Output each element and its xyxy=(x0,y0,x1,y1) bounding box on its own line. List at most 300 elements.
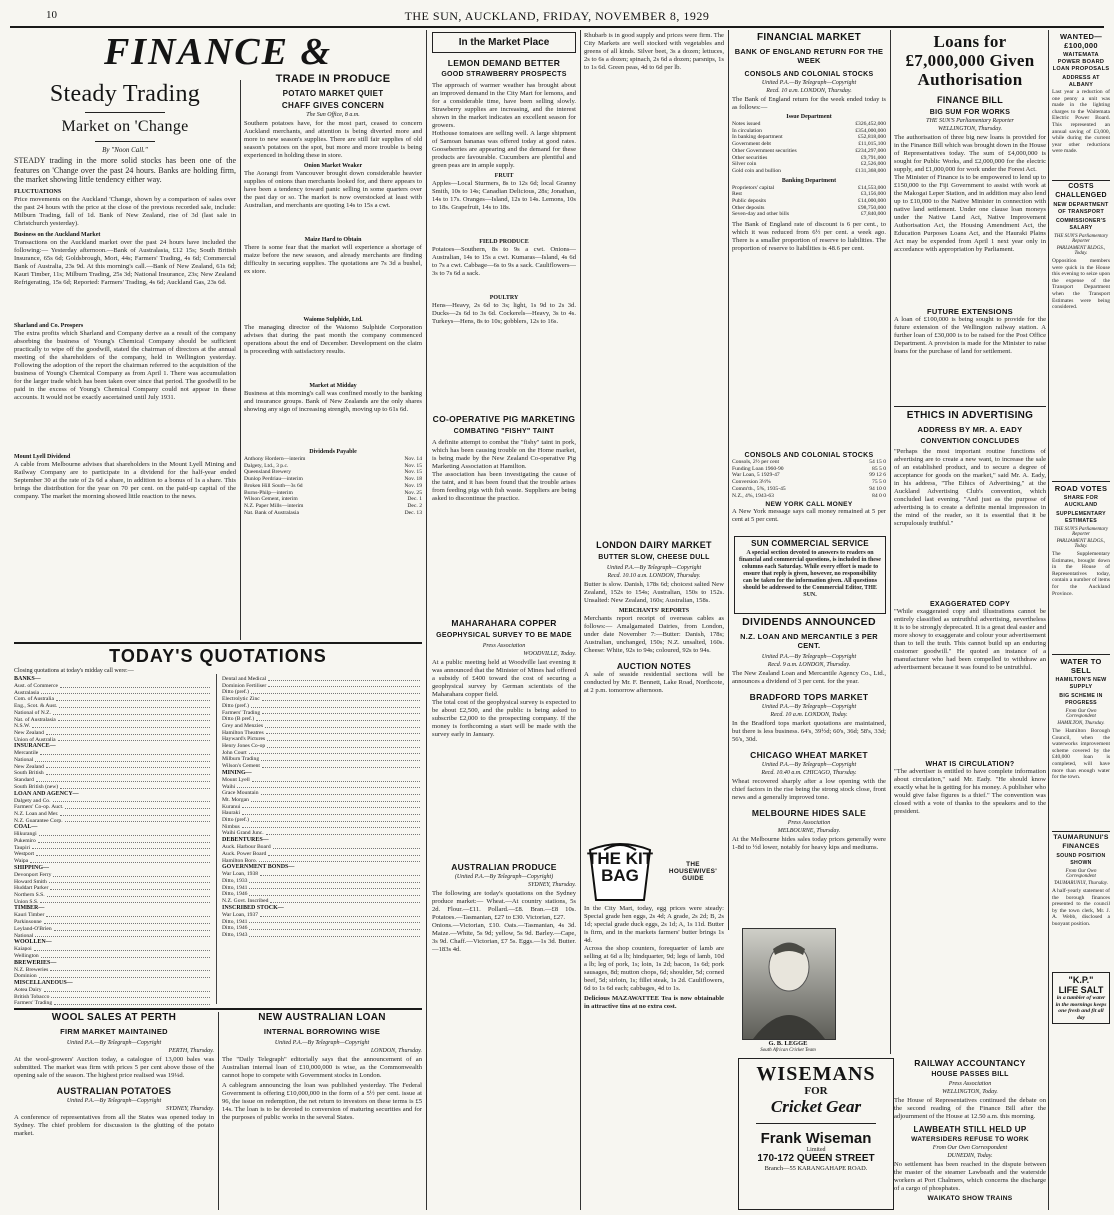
quotation-row xyxy=(14,953,212,960)
column-rule xyxy=(1048,30,1049,1210)
credit: Press Association xyxy=(948,1081,992,1087)
credit: From Our Own Correspondent xyxy=(932,1145,1008,1151)
article-headline: ROAD VOTES xyxy=(1054,484,1108,493)
quotation-section: BANKS— xyxy=(14,676,41,682)
quotation-row xyxy=(222,891,422,898)
quotation-name: Wellington xyxy=(14,952,39,959)
article-subhead: N.Z. LOAN AND MERCANTILE 3 PER CENT. xyxy=(740,632,878,650)
quotation-name: Dominion xyxy=(14,973,37,980)
return-label: Gold coin and bullion xyxy=(732,167,781,174)
return-label: In banking department xyxy=(732,134,783,141)
article-subhead: SUPPLEMENTARY ESTIMATES xyxy=(1056,511,1106,524)
ad-kp: "K.P." xyxy=(1068,975,1094,985)
quotation-row xyxy=(14,764,212,771)
credit: THE SUN'S Parliamentary Reporter xyxy=(1053,234,1109,244)
return-label: Seven-day and other bills xyxy=(732,211,790,218)
ad-cricket-gear: Cricket Gear xyxy=(770,1097,862,1116)
leader-dots xyxy=(249,925,420,930)
quotation-row xyxy=(222,777,422,784)
leader-dots xyxy=(53,710,210,715)
leader-dots xyxy=(54,1000,210,1005)
article-headline: AUCTION NOTES xyxy=(616,661,692,671)
quotation-name: Hayward's Pictures xyxy=(222,736,266,743)
leader-dots xyxy=(260,912,420,917)
article-subhead: ADDRESS AT ALBANY xyxy=(1062,75,1100,88)
dateline: Recd. 10.40 a.m. CHICAGO, Thursday. xyxy=(761,770,857,776)
return-label: Silver coin xyxy=(732,161,757,168)
maharahara-article: MAHARAHARA COPPER GEOPHYSICAL SURVEY TO BE MADE Press Association WOODVILLE, Today. At a public meeting held at Woodville last evening it was announced that the Minister of Mines had offered a subsidy of £400 toward the cost of securing a geophysical survey by German scientists of the Maharahara copper field. The total cost of the geophysical survey is expected to be about £2,500, and the public is being asked to subscribe £2,000 to the prospecting company. If the money is forthcoming a start will be made with the survey early in January. xyxy=(432,618,576,738)
quotation-row xyxy=(14,784,212,791)
quotation-row xyxy=(14,717,212,724)
leader-dots xyxy=(262,696,420,701)
quotations-table xyxy=(14,646,422,1006)
quotation-name: Farmers' Trading xyxy=(222,709,261,716)
quotations-left xyxy=(14,676,212,1006)
quotation-name: New Zealand xyxy=(14,729,44,736)
quotation-section: DEBENTURES— xyxy=(222,837,269,844)
quotation-name: Kuranui xyxy=(222,803,241,810)
section-heading: Market at Midday xyxy=(309,383,357,389)
quotation-row xyxy=(222,858,422,865)
quotation-row xyxy=(14,967,212,974)
return-label: Other deposits xyxy=(732,204,765,211)
dateline: SYDNEY, Thursday. xyxy=(166,1106,214,1112)
sun-service-body: A special section devoted to answers to readers on financial and commercial questions, is included in these columns each Saturday. While every effort is made to ensure that reply is given, however, no responsibility can be taken for the information given. All questions should be addressed to the Commercial Editor, THE SUN. xyxy=(739,550,881,598)
kit-bag-logo xyxy=(584,840,656,902)
return-value: £354,000,000 xyxy=(855,127,886,134)
return-row xyxy=(732,205,886,212)
leader-dots xyxy=(266,830,420,835)
return-row xyxy=(732,185,886,192)
leader-dots xyxy=(60,683,210,688)
return-label: Other securities xyxy=(732,154,768,161)
article-headline: LONDON DAIRY MARKET xyxy=(596,540,712,550)
quotation-name: Waipa xyxy=(14,858,29,865)
quotation-row xyxy=(14,777,212,784)
ad-kp-tagline: in a tumbler of water in the mornings keeps one fresh and fit all day xyxy=(1055,995,1107,1021)
column-rule xyxy=(728,30,729,930)
quotation-name: Milburn Trading xyxy=(222,756,260,763)
kit-bag-subtitle: THE HOUSEWIVES' GUIDE xyxy=(668,860,718,882)
quotation-section: COAL— xyxy=(14,824,38,831)
masthead xyxy=(10,8,1104,24)
article-subhead: CONVENTION CONCLUDES xyxy=(920,438,1020,445)
quotation-name: Eng., Scot. & Aust. xyxy=(14,703,58,710)
quotation-section: BREWERIES— xyxy=(14,959,57,966)
return-label: In circulation xyxy=(732,127,762,134)
quotation-row xyxy=(14,987,212,994)
credit: United P.A.—By Telegraph—Copyright xyxy=(761,704,857,710)
section-heading: MERCHANTS' REPORTS xyxy=(618,608,690,614)
leader-dots xyxy=(39,973,210,978)
leader-dots xyxy=(260,871,420,876)
quotation-row xyxy=(222,784,422,791)
leader-dots xyxy=(58,717,210,722)
wool-sales-article xyxy=(14,1012,214,1210)
article-subhead: POTATO MARKET QUIET xyxy=(282,89,384,98)
financial-market-article: FINANCIAL MARKET BANK OF ENGLAND RETURN FOR THE WEEK CONSOLS AND COLONIAL STOCKS United P.A.—By Telegraph—Copyright Recd. 10 a.m. LONDON, Thursday. The Bank of England return for the week ended today is as follows:— Issue Department Notes issued £326,452,000 In circulation £354,000,000 In banking department £52,818,000 Government debt £11,015,100 Other Government securities £234,297,000 Other securities £9,791,000 Silver coin £2,526,000 Gold coin and bullion £131,368,000 Banking Department Proprietors' capital £14,553,000 Rest £3,156,000 Public deposits £14,000,000 Other deposits £98,750,000 Seven-day and other bills £7,840,000 The Bank of England rate of discount is 6 per cent., to which it was reduced from 6½ per cent. a week ago. There is a smaller proportion of reserve to liabilities. The proportion of reserve to liabilities is 48.6 per cent. xyxy=(732,32,886,253)
leader-dots xyxy=(59,703,210,708)
section-heading: Business on the Auckland Market xyxy=(14,231,101,238)
issue-heading: Issue Department xyxy=(786,114,832,120)
dateline: WELLINGTON, Today. xyxy=(942,1089,998,1095)
quotation-row xyxy=(14,710,212,717)
leader-dots xyxy=(262,710,420,715)
leader-dots xyxy=(46,912,210,917)
return-row xyxy=(732,198,886,205)
quotation-row xyxy=(14,804,212,811)
quotation-name: Union of Australia xyxy=(14,736,56,743)
photo-caption-sub: South African Cricket Team xyxy=(760,1048,816,1053)
leader-dots xyxy=(58,737,210,742)
return-row xyxy=(732,168,886,175)
article-headline: AUSTRALIAN PRODUCE xyxy=(451,862,557,872)
return-row xyxy=(732,134,886,141)
leader-dots xyxy=(44,987,211,992)
credit: United P.A.—By Telegraph—Copyright xyxy=(66,1098,162,1104)
credit: United P.A.—By Telegraph—Copyright xyxy=(66,1040,162,1046)
quotation-section: INSCRIBED STOCK— xyxy=(222,904,284,911)
quotation-row xyxy=(14,872,212,879)
article-subhead: Market on 'Change xyxy=(61,118,189,135)
article-subhead: CHAFF GIVES CONCERN xyxy=(281,101,385,110)
quotation-row xyxy=(222,743,422,750)
section-heading: CONSOLS AND COLONIAL STOCKS xyxy=(744,71,874,78)
quotation-row xyxy=(14,838,212,845)
column-rule xyxy=(890,30,891,1054)
article-headline: RAILWAY ACCOUNTANCY xyxy=(914,1058,1026,1068)
section-heading: FIELD PRODUCE xyxy=(479,239,529,245)
quotation-name: Standard xyxy=(14,777,34,784)
quotation-name: Ditto (pref.) xyxy=(222,689,250,696)
loans-article: Loans for £7,000,000 Given Authorisation FINANCE BILL BIG SUM FOR WORKS THE SUN'S Parliamentary Reporter WELLINGTON, Thursday. The authorisation of three big new loans is provided for in the Finance Bill which was brought down in the House of Representatives today. The sum of £4,000,000 is sought for Public Works, and £2,000,000 for the electric supply, and £1,000,000 for work under the Forest Act. The Minister of Finance is to be empowered to lend up to £150,000 to the Fiji Government to assist with work at the Makogai Leper Station, and in addition may also lend up to £10,000 to the Native Minister in connection with native land settlement. Under one clause loan moneys under the Native Land Act, Native Improvement Authorisation Act, the Housing Amendment Act, the Education Purposes Loans Act, and the Hauraki Plains Act may be expended from April 1 next year only in accordance with appropriation by Parliament. FUTURE EXTENSIONS A loan of £100,000 is being sought to provide for the future extension of the Wellington railway station. A further loan of £30,000 is to be raised for the Post Office Department. A provision is made for the Minister to raise loans for the purchase of land for settlement. ETHICS IN ADVERTISING ADDRESS BY MR. A. EADY CONVENTION CONCLUDES "Perhaps the most important routine functions of advertising are to create a new want, to increase the sale of an established product, and to secure a degree of acceptance for goods on the market," said Mr. A. Eady, in his address, "The Ethics of Advertising," at the Auckland Advertising Club's convention, which concluded last evening. "And just as the purpose of advertising is to create a definite mental impression in the mind of the reader, so it is essential that it be scrupulously truthful." EXAGGERATED COPY "While exaggerated copy and illustrations cannot be entirely classified as untruthful advertising, nevertheless it is to be strongly deprecated. It is a great deal easier and more showy to exaggerate and colour your advertisement than to tell the truth. This cannot build up an enduring customer goodwill." He quoted an instance of a manufacturer who had been compelled to withdraw an advertisement because it was found to be untruthful. WHAT IS CIRCULATION? "The advertiser is entitled to have complete information about circulation," said Mr. Eady. "He should know exactly what he is getting for his money. A publisher who would give false figures is a thief." The convention was closed with a vote of thanks to the speakers and to the president. xyxy=(894,32,1046,1052)
quotation-row xyxy=(14,831,212,838)
quotation-row xyxy=(14,737,212,744)
quotation-row xyxy=(222,932,422,939)
paragraph: The approach of warmer weather has brought about an improved demand in the City Mart for lemons, and for a considerable time, have been selling slowly. Strawberry supplies are increasing, and the interest shown in the market indicates an excellent season for growers. xyxy=(432,82,576,129)
quotation-section: SHIPPING— xyxy=(14,864,50,871)
paragraph: At the wool-growers' Auction today, a catalogue of 13,000 bales was submitted. The market was firm with prices 5 per cent above those of the opening sale of the season. The highest price realised was 19¼d. xyxy=(14,1056,214,1079)
quotation-name: John Court xyxy=(222,749,247,756)
consols-article: CONSOLS AND COLONIAL STOCKS Consols, 2½ per cent 54 15 0 Funding Loan 1960-90 85 5 0 War Loan, 5 1929-47 99 12 6 Conversion 3½% 75 5 0 Comm'th., 5%, 1935-45 94 10 0 N.Z., 4%, 1943-63 84 0 0 NEW YORK CALL MONEY A New York message says call money remained at 5 per cent at 5 per cent. xyxy=(732,452,886,524)
return-value: £52,818,000 xyxy=(858,134,886,141)
return-row xyxy=(732,211,886,218)
section-heading: Dividends Payable xyxy=(309,449,357,455)
quotation-row xyxy=(14,946,212,953)
quotation-name: Devonport Ferry xyxy=(14,871,52,878)
quotation-name: N.Z. Govt. Inscribed xyxy=(222,898,269,905)
quotation-name: Grey and Menzies xyxy=(222,722,264,729)
paragraph: In the Bradford tops market quotations are maintained, but there is less business. 64's, 39½d; 60's, 36d; 58's, 33d; 56's, 30d. xyxy=(732,720,886,743)
quotation-row xyxy=(14,912,212,919)
leader-dots xyxy=(265,723,420,728)
quotation-name: N.S.W. xyxy=(14,723,31,730)
railway-article xyxy=(894,1058,1046,1208)
quotation-name: War Loan, 1937 xyxy=(222,911,259,918)
quotation-name: Ditto (pref.) xyxy=(222,702,250,709)
quotation-row xyxy=(14,899,212,906)
article-headline: AUSTRALIAN POTATOES xyxy=(56,1086,172,1096)
dateline: Recd. 10 a.m. LONDON, Thursday. xyxy=(766,88,852,94)
section-heading: WAIKATO SHOW TRAINS xyxy=(927,1195,1013,1202)
paragraph: The House of Representatives continued the debate on the second reading of the Finance Bill after the adjournment of the House at 12.50 a.m. this morning. xyxy=(894,1097,1046,1120)
quotation-row xyxy=(14,683,212,690)
quotation-name: Mt. Morgan xyxy=(222,796,249,803)
quotation-name: Australasia xyxy=(14,689,40,696)
masthead-title: THE SUN, AUCKLAND, FRIDAY, NOVEMBER 8, 1929 xyxy=(404,9,710,23)
dateline: MELBOURNE, Thursday. xyxy=(777,828,841,834)
portrait-photo xyxy=(742,928,836,1040)
return-value: £7,840,000 xyxy=(860,211,886,218)
london-dairy-article: LONDON DAIRY MARKET BUTTER SLOW, CHEESE DULL United P.A.—By Telegraph—Copyright Recd. 10.10 a.m. LONDON, Thursday. Butter is slow. Danish, 178s 6d; choicest salted New Zealand, 152s to 154s; Australian, 150s to 152s. Unsalted: New Zealand, 160s; Australian, 158s. MERCHANTS' REPORTS Merchants report receipt of overseas cables as follows:— Amalgamated Dairies, from London, under date November 7:—Butter: Danish, 178s; Australian, unchanged, 150s; N.Z. unsalted, 160s. Cheese: White, 92s to 94s; coloured, 92s to 94s. AUCTION NOTES A sale of seaside residential sections will be conducted by Mr. F. Bennett, Lake Road, Northcote, at 2 p.m. tomorrow afternoon. xyxy=(584,540,724,694)
quotation-row xyxy=(14,811,212,818)
leader-dots xyxy=(40,750,210,755)
quotation-name: British Tobacco xyxy=(14,993,50,1000)
leader-dots xyxy=(251,703,420,708)
paragraph: No settlement has been reached in the dispute between the master of the steamer Lawbeath and the waterside workers at Port Chalmers, which concerns the discharge of a cargo of phosphates. xyxy=(894,1161,1046,1192)
return-value: £98,750,000 xyxy=(858,204,886,211)
quotation-section: MINING— xyxy=(222,769,252,776)
byline: By "Noon Call." xyxy=(102,146,148,154)
quotation-row xyxy=(222,676,422,683)
quotation-name: Mount Lyell xyxy=(222,776,250,783)
quotation-name: Kaiapoi xyxy=(14,946,32,953)
return-label: Proprietors' capital xyxy=(732,184,775,191)
quotation-row xyxy=(14,730,212,737)
leader-dots xyxy=(38,838,210,843)
wisemans-ad xyxy=(738,1058,894,1210)
section-heading: FLUCTUATIONS xyxy=(14,188,62,195)
section-heading: POULTRY xyxy=(489,295,519,301)
article-subhead: BUTTER SLOW, CHEESE DULL xyxy=(598,554,710,561)
leader-dots xyxy=(50,885,210,890)
quotation-row xyxy=(222,878,422,885)
quotation-row xyxy=(14,892,212,899)
credit: Press Association xyxy=(787,820,831,826)
return-value: £131,368,000 xyxy=(855,167,886,174)
quotation-name: Ditto, 1946 xyxy=(222,925,248,932)
leader-dots xyxy=(36,851,210,856)
return-row xyxy=(732,148,886,155)
banner xyxy=(14,30,422,76)
article-headline: WANTED—£100,000 xyxy=(1059,32,1103,50)
photo-caption: G. B. LEGGE xyxy=(768,1040,808,1047)
ad-wisemans: WISEMANS xyxy=(756,1063,876,1085)
quotation-row xyxy=(14,933,212,940)
leader-dots xyxy=(249,878,420,883)
leader-dots xyxy=(39,831,210,836)
kit-bag-title: THE KIT BAG xyxy=(586,849,654,885)
quotation-row xyxy=(222,696,422,703)
leader-dots xyxy=(259,858,420,863)
quotation-name: Leyland-O'Brien xyxy=(14,925,52,932)
section-heading: Onion Market Weaker xyxy=(303,163,363,169)
paragraph: A conference of representatives from all the States was opened today in Sydney. The chief problem for discussion is the glutting of the potato market. xyxy=(14,1114,214,1137)
sun-service-title: SUN COMMERCIAL SERVICE xyxy=(751,539,869,548)
quotation-row xyxy=(14,919,212,926)
leader-dots xyxy=(65,818,210,823)
return-value: £9,791,000 xyxy=(860,154,886,161)
column-rule xyxy=(426,30,427,1210)
quotation-row xyxy=(222,797,422,804)
quotation-name: Ditto (B pref.) xyxy=(222,716,255,723)
credit: THE SUN'S Parliamentary Reporter xyxy=(1053,527,1109,537)
paragraph: A sale of seaside residential sections will be conducted by Mr. F. Bennett, Lake Road, Northcote, at 2 p.m. tomorrow afternoon. xyxy=(584,671,724,694)
quotation-row xyxy=(14,926,212,933)
article-headline: TRADE IN PRODUCE xyxy=(275,73,391,85)
return-row xyxy=(732,191,886,198)
paragraph: A definite attempt to combat the "fishy" taint in pork, which has been causing trouble on the Home market, is being made by the New Zealand Co-operative Pig Marketing Association at Hamilton. xyxy=(432,439,576,470)
quotations-title: TODAY'S QUOTATIONS xyxy=(109,646,327,666)
paragraph: Opposition members were quick in the House this evening to seize upon the expense of the Transport Department when the Transport Estimates were being considered. xyxy=(1052,258,1110,311)
return-value: £11,015,100 xyxy=(858,141,886,148)
quotation-row xyxy=(14,770,212,777)
paragraph: The Bank of England return for the week ended today is as follows:— xyxy=(732,96,886,111)
return-label: Other Government securities xyxy=(732,147,797,154)
article-subhead: FIRM MARKET MAINTAINED xyxy=(60,1027,168,1036)
leader-dots xyxy=(60,784,210,789)
quotation-name: Ditto, 1941 xyxy=(222,918,248,925)
article-subhead: WATERSIDERS REFUSE TO WORK xyxy=(911,1136,1029,1143)
credit: THE SUN'S Parliamentary Reporter xyxy=(926,118,1014,124)
quotation-name: Ditto, 1943 xyxy=(222,931,248,938)
quotation-section: TIMBER— xyxy=(14,905,45,912)
ad-limited: Limited xyxy=(806,1147,826,1153)
quotation-row xyxy=(14,879,212,886)
quotation-row xyxy=(14,750,212,757)
leader-dots xyxy=(41,953,210,958)
quotation-name: Taupiri xyxy=(14,844,31,851)
article-headline: COSTS CHALLENGED xyxy=(1055,183,1107,199)
leader-dots xyxy=(273,844,420,849)
credit: (United P.A.—By Telegraph—Copyright) xyxy=(454,874,554,880)
leader-dots xyxy=(40,899,210,904)
leader-dots xyxy=(251,797,420,802)
paragraph: A half-yearly statement of the borough finances presented to the council by the town clerk, Mr. J. A. Webb, disclosed a buoyant position. xyxy=(1052,888,1110,927)
paragraph: Wheat recovered sharply after a low opening with the chief factors in the rise being the strong stock close, front news and a generally improved tone. xyxy=(732,778,886,801)
dateline: PARLIAMENT BLDGS., Today. xyxy=(1056,246,1106,256)
australian-loan-article: NEW AUSTRALIAN LOAN INTERNAL BORROWING WISE United P.A.—By Telegraph—Copyright LONDON, Thursday. The "Daily Telegraph" editorially says that the announcement of an Australian internal loan of £10,000,000 is wise, as the Commonwealth cannot hope to compete with Government stocks in London. A cablegram announcing the loan was published yesterday. The Federal Government is offering £10,000,000 in the form of a 5½ per cent. issue at 96, the issue on redemption, the net return to investors on these terms is £5 14s. The loan is to be devoted to conversion of maturing securities and for the purposes of public works in the several States. xyxy=(222,1012,422,1121)
ad-for: FOR xyxy=(804,1085,828,1097)
credit: United P.A.—By Telegraph—Copyright xyxy=(761,654,857,660)
section-heading: NEW YORK CALL MONEY xyxy=(765,501,853,509)
paragraph: Price movements on the Auckland 'Change, shown by a comparison of sales over the past 24 hours with the price at the close of the previous recorded sale, include: Milburn Trading, fall of 1d. Bank of New Zealand, rise of 3d (last sale in Christchurch yesterday). xyxy=(14,195,236,227)
paragraph: A New York message says call money remained at 5 per cent at 5 per cent. xyxy=(732,508,886,524)
return-label: Public deposits xyxy=(732,198,767,205)
section-heading: Waiomo Sulphide, Ltd. xyxy=(303,317,363,323)
article-headline: MAHARAHARA COPPER xyxy=(451,618,557,628)
leader-dots xyxy=(49,879,210,884)
quotation-name: Aotea Dairy xyxy=(14,987,42,994)
quotation-name: Ditto (pref.) xyxy=(222,817,250,824)
leader-dots xyxy=(50,967,210,972)
paragraph: The "Daily Telegraph" editorially says that the announcement of an Australian internal loan of £10,000,000 is wise, as the Commonwealth cannot hope to compete with Government stocks in London. xyxy=(222,1056,422,1079)
quotation-row xyxy=(222,736,422,743)
quotations-caption: Closing quotations at today's midday call were:— xyxy=(14,668,134,674)
quotation-row xyxy=(222,790,422,797)
quotation-row xyxy=(14,858,212,865)
quotation-row xyxy=(222,723,422,730)
quotation-name: Dominion Fertiliser xyxy=(222,682,267,689)
divider xyxy=(756,1123,876,1124)
quotation-row xyxy=(14,723,212,730)
leader-dots xyxy=(251,817,420,822)
leader-dots xyxy=(256,716,420,721)
article-subhead: BANK OF ENGLAND RETURN FOR THE WEEK xyxy=(734,47,884,65)
leader-dots xyxy=(249,932,420,937)
leader-dots xyxy=(56,696,210,701)
article-subhead: FINANCE BILL xyxy=(936,95,1004,105)
paragraph: The Supplementary Estimates, brought down in the House of Representatives today, contain a number of items for the Auckland Province. xyxy=(1052,551,1110,597)
quotation-row xyxy=(222,810,422,817)
leader-dots xyxy=(30,858,210,863)
quotation-row xyxy=(222,844,422,851)
leader-dots xyxy=(249,891,420,896)
leader-dots xyxy=(242,804,420,809)
leader-dots xyxy=(46,770,210,775)
quotation-row xyxy=(14,994,212,1001)
return-row xyxy=(732,155,886,162)
article-headline: MELBOURNE HIDES SALE xyxy=(751,808,867,818)
section-heading: Maize Hard to Obtain xyxy=(304,237,362,243)
quotation-name: Pukemiro xyxy=(14,838,36,845)
leader-dots xyxy=(249,885,420,890)
quotation-name: Com. of Australia xyxy=(14,696,54,703)
quotation-name: Wilson's Cement xyxy=(222,763,260,770)
quotation-name: Kauri Timber xyxy=(14,912,45,919)
leader-dots xyxy=(32,845,210,850)
dividends-article xyxy=(732,616,886,926)
quotation-name: Auck. Power Board xyxy=(222,850,267,857)
section-heading: FUTURE EXTENSIONS xyxy=(927,307,1013,316)
quotation-section: LOAN AND AGENCY— xyxy=(14,790,79,797)
leader-dots xyxy=(261,790,420,795)
dateline: WOODVILLE, Today. xyxy=(523,651,576,657)
column-rule xyxy=(218,1012,219,1210)
credit: Press Association xyxy=(482,643,526,649)
banking-rows xyxy=(732,185,886,219)
quotation-name: Howard Smith xyxy=(14,878,47,885)
quotation-section: GOVERNMENT BONDS— xyxy=(222,864,295,871)
quotation-name: Ditto, 1946 xyxy=(222,891,248,898)
column-rule xyxy=(580,30,581,1210)
quotation-name: New Zealand xyxy=(14,763,44,770)
quotation-row xyxy=(222,898,422,905)
quotation-row xyxy=(222,716,422,723)
quotation-name: South British (new) xyxy=(14,783,59,790)
right-strip xyxy=(1052,32,1110,1208)
quotation-row xyxy=(222,763,422,770)
quotation-row xyxy=(222,885,422,892)
co-op-pig-article: CO-OPERATIVE PIG MARKETING COMBATING "FISHY" TAINT A definite attempt to combat the "fishy" taint in pork, which has been causing trouble on the Home market, is being made by the New Zealand Co-operative Pig Marketing Association at Hamilton. The association has been investigating the cause of the taint, and it has been found that the trouble arises from feeding pigs with fish waste. Suppliers are being asked to discontinue the practice. xyxy=(432,414,576,502)
credit: From Our Own Correspondent xyxy=(1065,709,1097,719)
article-subhead: BIG SUM FOR WORKS xyxy=(929,109,1011,116)
leader-dots xyxy=(262,763,420,768)
leader-dots xyxy=(249,750,420,755)
quotation-name: South British xyxy=(14,770,44,777)
leader-dots xyxy=(32,723,210,728)
leader-dots xyxy=(268,851,420,856)
quotation-name: Union S.S. xyxy=(14,898,39,905)
dateline: TAUMARUNUI, Thursday. xyxy=(1054,881,1108,886)
article-subhead: GEOPHYSICAL SURVEY TO BE MADE xyxy=(436,632,572,639)
section-heading: EXAGGERATED COPY xyxy=(929,601,1011,608)
return-row xyxy=(732,161,886,168)
quotation-row xyxy=(14,818,212,825)
quotation-name: Ditto, 1941 xyxy=(222,884,248,891)
market-place-box: In the Market Place xyxy=(432,32,576,53)
article-subhead: NEW DEPARTMENT OF TRANSPORT xyxy=(1053,202,1109,215)
